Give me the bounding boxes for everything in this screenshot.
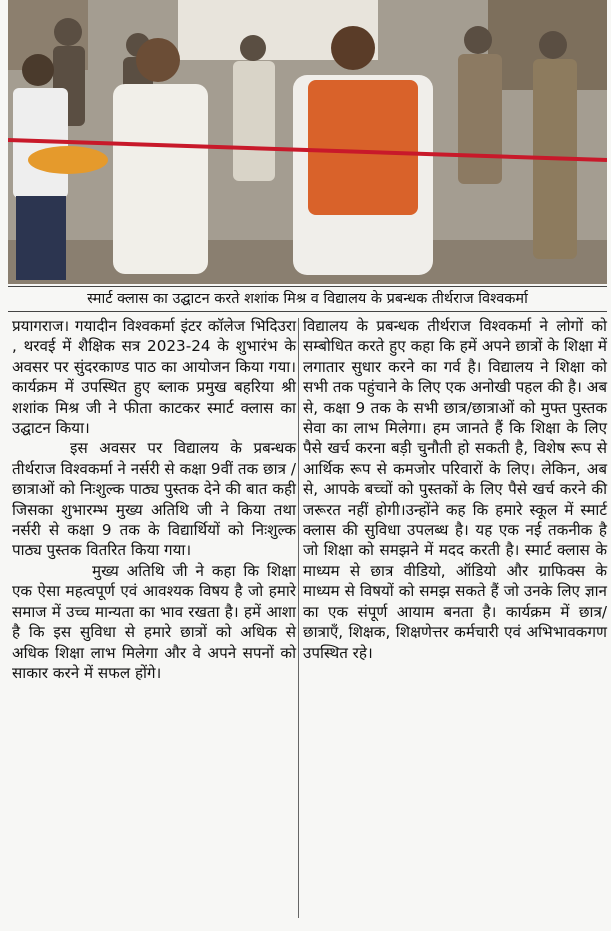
article-column-right xyxy=(303,316,607,663)
article-paragraph: मुख्य अतिथि जी ने कहा कि शिक्षा एक ऐसा महत्वपूर्ण एवं आवश्यक विषय है जो हमारे समाज में उच्च मान्यता का भाव रखता है। हमें आशा है कि इस सुविधा से हमारे छात्रों को अधिक से अधिक शिक्षा लाभ मिलेगा और वे अपने सपनों को साकार करने में सफल होंगे। xyxy=(12,561,296,682)
column-divider xyxy=(298,318,299,918)
article-paragraph: इस अवसर पर विद्यालय के प्रबन्धक तीर्थराज विश्वकर्मा ने नर्सरी से कक्षा 9वीं तक छात्र / छात्राओं को निःशुल्क पाठ्य पुस्तक देने की बात कही जिसका शुभारम्भ मुख्य अतिथि जी ने किया तथा नर्सरी से कक्षा 9 तक के विद्यार्थियों को निःशुल्क पाठ्य पुस्तक वितरित किया गया। xyxy=(12,439,296,560)
ribbon-cutting-photo xyxy=(8,0,607,284)
photo-caption: स्मार्ट क्लास का उद्घाटन करते शशांक मिश्र व विद्यालय के प्रबन्धक तीर्थराज विश्वकर्मा xyxy=(8,286,607,312)
article-paragraph: विद्यालय के प्रबन्धक तीर्थराज विश्वकर्मा ने लोगों को सम्बोधित करते हुए कहा कि हमें अपने छात्रों के शिक्षा में लगातार सुधार करने का गर्व है। विद्यालय ने शिक्षा को सभी तक पहुंचाने के लिए एक अनोखी पहल की है। अब से, कक्षा 9 तक के सभी छात्र/छात्राओं को मुफ्त पुस्तक सेवा का लाभ मिलेगा। हम जानते हैं कि शिक्षा के लिए पैसे खर्च करना बड़ी चुनौती हो सकती है, विशेष रूप से आर्थिक रूप से कमजोर परिवारों के लिए। लेकिन, अब से, आपके बच्चों को पुस्तकों के लिए पैसे खर्च करने की जरूरत नहीं होगी।उन्होंने कह कि हमारे स्कूल में स्मार्ट क्लास की सुविधा उपलब्ध है। यह एक नई तकनीक है जो शिक्षा को समझने में मदद करती है। स्मार्ट क्लास के माध्यम से छात्र वीडियो, ऑडियो और ग्राफिक्स के माध्यम से विषयों को समझ सकते हैं जो उनके लिए ज्ञान का एक संपूर्ण आयाम बनता है। कार्यक्रम में छात्र/छात्राएँ, शिक्षक, शिक्षणेत्तर कर्मचारी एवं अभिभावकगण उपस्थित रहे। xyxy=(303,317,607,662)
article-paragraph: प्रयागराज। गयादीन विश्वकर्मा इंटर कॉलेज भिदिउरा , थरवई में शैक्षिक सत्र 2023-24 के शुभारंभ के अवसर पर सुंदरकाण्ड पाठ का आयोजन किया गया। कार्यक्रम में उपस्थित हुए ब्लाक प्रमुख बहरिया श्री शशांक मिश्र जी ने फीता काटकर स्मार्ट क्लास का उद्घाटन किया। xyxy=(12,317,296,438)
photo-illustration xyxy=(8,0,607,284)
article-column-left xyxy=(12,316,296,683)
